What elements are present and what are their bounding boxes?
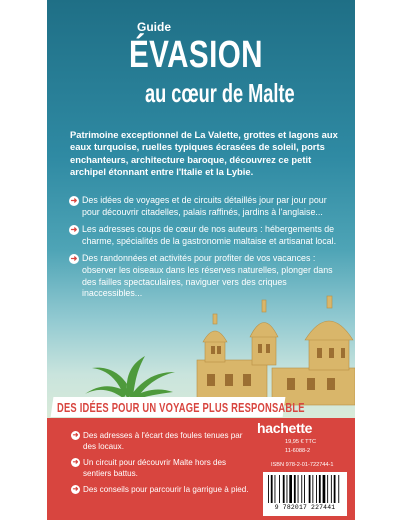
palm-plant-icon <box>85 356 175 400</box>
arrow-circle-icon: ➜ <box>72 432 79 439</box>
eco-item <box>71 457 256 479</box>
feature-text: Les adresses coups de cœur de nos auteurs : hébergements de charme, spécialités de la gastronomie maltaise et artisanat local. <box>82 224 337 246</box>
series-label: Guide <box>137 20 172 34</box>
cover-subtitle: au cœur de Malte <box>145 78 295 108</box>
arrow-circle-icon: ➜ <box>72 459 79 466</box>
eco-item <box>71 484 256 495</box>
cityscape-illustration <box>47 280 355 410</box>
arrow-circle-icon: ➜ <box>70 254 78 264</box>
eco-text: Des adresses à l'écart des foules tenues par des locaux. <box>83 431 243 451</box>
eco-text: Un circuit pour découvrir Malte hors des sentiers battus. <box>83 458 227 478</box>
isbn-text: ISBN 978-2-01-722744-1 <box>271 462 334 468</box>
arrow-circle-icon: ➜ <box>72 486 79 493</box>
arrow-circle-icon: ➜ <box>70 225 78 235</box>
intro-paragraph: Patrimoine exceptionnel de La Valette, grottes et lagons aux eaux turquoise, ruelles typiques écrasées de soleil, ports enchanteurs, architecture baroque, découvrez ce petit archipel étonnant entre l'Italie et la Lybie. <box>70 129 338 177</box>
barcode <box>263 472 347 516</box>
cover-title: ÉVASION <box>129 34 263 76</box>
price: 19,95 € TTC <box>285 439 316 445</box>
eco-text: Des conseils pour parcourir la garrigue à pied. <box>83 485 249 494</box>
feature-text: Des idées de voyages et de circuits détaillés jour par jour pour pour découvrir citadelles, palais raffinés, jardins à l'anglaise... <box>82 195 327 217</box>
price-block <box>285 438 316 455</box>
feature-item <box>69 224 345 247</box>
barcode-bars <box>267 475 343 503</box>
arrow-circle-icon: ➜ <box>70 196 78 205</box>
eco-item <box>71 430 256 452</box>
book-back-cover <box>47 0 355 520</box>
responsible-travel-banner: DES IDÉES POUR UN VOYAGE PLUS RESPONSABLE <box>57 400 305 415</box>
eco-list <box>71 430 256 500</box>
feature-item <box>69 195 345 218</box>
feature-text: Des randonnées et activités pour profiter de vos vacances : observer les oiseaux dans les réserves naturelles, plonger dans des failles spectaculaires, naviguer vers des criques inaccessibles... <box>82 253 333 299</box>
publisher-logo: hachette <box>257 420 313 436</box>
barcode-digits: 9 782017 227441 <box>274 504 336 511</box>
product-code: 11-6088-2 <box>285 447 311 454</box>
